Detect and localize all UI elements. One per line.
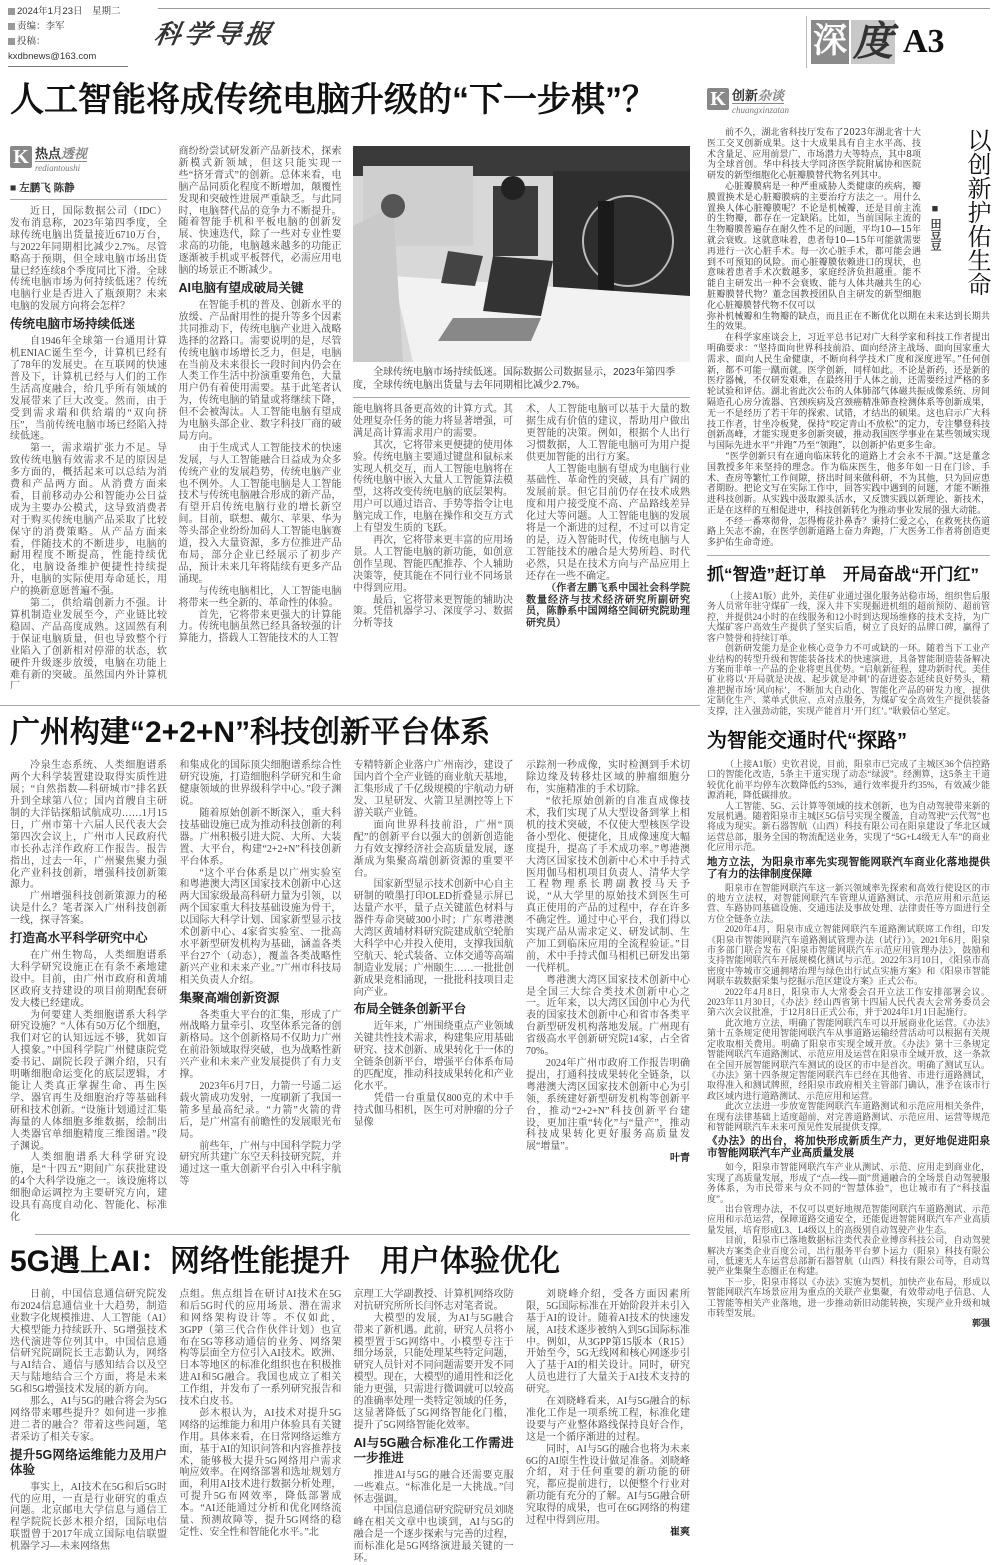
paragraph: 专精特新企业落户广州南沙，建设了国内首个全产业链的商业航天基地，汇集形成了千亿级规模的宇航动力研发、卫星研发、火箭卫星测控等上下游关联产业链。 xyxy=(353,760,514,819)
paragraph: 自1946年全球第一台通用计算机ENIAC诞生至今，计算机已经有了78年的发展史。在互联网的快速普及下，计算机已经与人们的工作生活高度融合，给几乎所有领域的发展带来了巨大改变。然而，由于受到需求端和供给端的“双向挤压”，当前传统电脑市场已经陷入持续低迷。 xyxy=(10,336,167,443)
paragraph: 能电脑将具备更高效的计算方式。其处理复杂任务的能力将显著增强，可满足高计算需求用户的需要。 xyxy=(353,404,513,439)
paragraph: 首先，它将带来更强大的计算能力。传统电脑虽然已经具备较强的计算能力，搭载人工智能技术的人工智 xyxy=(178,609,342,645)
article1-author: ■ 左鹏飞 陈静 xyxy=(10,182,75,194)
paragraph: 日前，中国信息通信研究院发布2024信息通信业十大趋势，制造业数字化规模推进、人工智能（AI）大模型能力持续跃升、5G增强技术迭代演进等位列其中。中国信息通信研究院副院长王志勤认为，网络与AI结合、通信与感知结合以及空天与陆地结合三个方面，将是未来5G和5G增强技术发展的新方向。 xyxy=(10,1288,167,1396)
paragraph: 出台管理办法，不仅可以更好地规范智能网联汽车道路测试、示范应用和示范运营，保障道路交通安全，还能促进智能网联汽车产业高质量发展，培育形成L3、L4级以上的高级别自动驾驶产业生态。 xyxy=(707,1203,990,1235)
paragraph: 再次，它将带来更丰富的应用场景。人工智能电脑的新功能，如创意创作呈现、智能匹配推荐、个人辅助决策等，使其能在不同行业不同场景中得到应用。 xyxy=(353,534,513,594)
article3-col-1 xyxy=(10,1289,167,1553)
article2-body xyxy=(10,760,690,1224)
column-label: 创新 xyxy=(732,88,759,103)
paragraph: （上接A1版）史钦君说，目前，阳泉市已完成了主城区36个信控路口的智能化改造，5条主干道实现了动态“绿波”。经测算，这5条主干道较优化前平均停车次数降低约53%，通行效率提升约35%，有效减少能源消耗，降低碳排放。 xyxy=(707,758,990,801)
article3-col-4 xyxy=(526,1289,690,1539)
article3-title: 5G遇上AI：网络性能提升 用户体验优化 xyxy=(10,1244,561,1278)
page-number: A3 xyxy=(903,23,945,60)
opinion-body-bottom xyxy=(707,312,990,550)
article1-lower-cols xyxy=(353,404,690,630)
paragraph: 彭木根认为，AI技术对提升5G网络的运维能力和用户体验具有关键作用。具体来看，在日常网络运维方面，基于AI的知识问答和内容推荐技术，能够极大提升5G网络用户需求响应效率。在网络部署和选址规划方面，利用AI技术进行数据分析处理，可提升5G布网效率，降低部署成本。“AI还能通过分析和优化网络流量、预测故障等，提升5G网络的稳定性、安全性和智能化水平。”北 xyxy=(179,1407,342,1538)
subheading: AI电脑有望成破局关键 xyxy=(178,280,304,295)
caption-divider xyxy=(353,397,690,398)
paragraph: 刘晓峰介绍，受各方面因素所限，5G国际标准在开始阶段并未引入基于AI的设计。随着AI技术的快速发展，AI技术逐步被纳入到5G国际标准中。例如，从3GPP第15版本（R15）开始至今，5G无线网和核心网逐步引入了基于AI的相关设计。同时，研究人员也进行了大量关于AI技术支持的研究。 xyxy=(525,1288,690,1396)
paragraph: 各类重大平台的汇集，形成了广州战略力量牵引、攻坚体系完备的创新格局。这个创新格局不仅助力广州在前沿领域取得突破，也为战略性新兴产业和未来产业发展提供了有力支撑。 xyxy=(179,1009,342,1081)
byline-signature: 崔爽 xyxy=(669,1527,690,1538)
paragraph: 推进AI与5G的融合还需要克服一些难点。“标准化是一大挑战。”闫怀志强调。 xyxy=(353,1469,514,1505)
brief1-title: 抓“智造”赶订单 开局奋战“开门红” xyxy=(707,565,979,585)
subheading: 打造高水平科学研究中心 xyxy=(10,931,148,946)
article1-photo xyxy=(353,146,690,362)
paragraph: 第一，需求端扩张力不足。导致传统电脑有效需求不足的原因是多方面的，概括起来可以总结为消费和产品两方面。从消费方面来看，目前移动办公和智能办公日益成为主要办公模式，这导致消费者对于购买传统电脑产品采取了比较保守的消费策略。从产品方面来看，伴随技术的不断进步，电脑的耐用程度不断提高，性能持续优化，电脑设备维护便捷性持续提升，电脑的实际使用寿命延长，用户的换新意愿普遍不强。 xyxy=(10,443,167,598)
section-char-1: 深 xyxy=(811,20,849,64)
paragraph: 目前，阳泉市已落地数据标注类代表企业博彦科技公司，自动驾驶解决方案类企业百度公司，出行服务平台萝卜运力（阳泉）科技有限公司，低速无人车运营总部新石器智航（山西）科技有限公司等，自动驾驶产业集聚生态圈正在构建。 xyxy=(707,1235,990,1277)
opinion-title-block xyxy=(928,128,990,296)
laptop-showroom-photo xyxy=(353,146,690,362)
paragraph: “医学创新只有在通向临床转化的道路上才会永不干涸。”这是董念国教授多年来坚持的理念。作为临床医生，他多年如一日在门诊、手术、查房等繁忙工作间隙，挤出时间来做科研，不为其他，只为回应患者期盼。把论文写在实际工作中，回答实践中遇到的问题，才能不断推进科技创新。从实践中汲取源头活水，又反馈实践以新理论、新技术，正是在这样的互相促进中，科技创新转化为推动事业发展的强大动能。 xyxy=(707,451,990,516)
article2-col-1 xyxy=(10,760,167,1224)
column-badge-hotspot xyxy=(10,146,167,176)
paragraph: 人类细胞谱系大科学研究设施，是“十四五”期间广东获批建设的4个大科学设施之一。该设施将以细胞命运调控为主要研究方向，建设具有高度自动化、智能化、标准化 xyxy=(10,1152,167,1223)
paragraph: 示踪剂一秒成像，实时检测到手术切除边缘及转移灶区域的肿瘤细胞分布，实施精准的手术切除。 xyxy=(525,760,690,796)
brief2-body xyxy=(707,759,990,1329)
paragraph: 此次立法进一步放宽智能网联汽车道路测试和示范应用相关条件，在现有法律基础上适度超前，对完善道路测试、示范应用、运营等规范和智能网联汽车未来可预见性发展提供支撑。 xyxy=(707,1101,990,1132)
subheading: 地方立法，为阳泉市率先实现智能网联汽车商业化落地提供了有力的法律制度保障 xyxy=(707,855,990,880)
k-logo-icon: K xyxy=(10,146,32,168)
subheading: 集聚高端创新资源 xyxy=(179,990,280,1005)
paragraph: 在广州生物岛，人类细胞谱系大科学研究设施正在有条不紊地建设中。目前，由广州市政府和黄埔区政府支持建设的项目前期配套研发大楼已经建成。 xyxy=(10,950,167,1009)
author-note: （作者左鹏飞系中国社会科学院数量经济与技术经济研究所副研究员，陈静系中国网络空间研究院助理研究员） xyxy=(526,582,690,630)
paragraph: 由于生成式人工智能技术的快速发展，与人工智能融合日益成为众多传统产业的发展趋势，传统电脑产业也不例外。人工智能电脑是人工智能技术与传统电脑融合形成的新产品，有望开启传统电脑行业的增长新空间。目前，联想、戴尔、苹果、华为等头部企业纷纷加码人工智能电脑赛道，投入大量资源，多方位推进产品布局，部分企业已经展示了初步产品，预计未来几年将陆续有更多产品涌现。 xyxy=(178,442,342,585)
paragraph: 近日，国际数据公司（IDC）发布消息称，2023年第四季度，全球传统电脑出货量接近6710万台，与2022年同期相比减少2.7%。尽管略高于预期，但全球电脑市场出货量已经连续8个季度同比下滑。全球传统电脑市场为何持续低迷？传统电脑行业是否进入了瓶颈期？未来电脑的发展方向将会怎样？ xyxy=(10,206,167,313)
article1-right-block xyxy=(353,146,690,630)
paragraph: 与传统电脑相比，人工智能电脑将带来一些全新的、革命性的体验。 xyxy=(178,585,342,609)
issue-date: 2024年1月23日 星期二 xyxy=(8,4,128,19)
paragraph: 同时，AI与5G的融合也将为未来6G的AI原生性设计做足准备。刘晓峰介绍，对于任何重要的新功能的研究，都应提前进行，以便整个行业对新功能有充分的了解。AI与5G融合研究取得的成果，也可在6G网络的构建过程中得到应用。 xyxy=(525,1443,690,1527)
brief1-body xyxy=(707,591,990,716)
paragraph: （上接A1版）此外，美佳矿业通过强化服务站稳市场，组织售后服务人员常年驻守煤矿一线，深入井下实现掘进机组的超前预防、超前管控，并提供24小时的在线服务和12小时到达现场维修的技术支持，为广大煤矿客户高效生产提供了坚实后盾，树立了良好的品牌口碑，赢得了客户赞誉和持续订单。 xyxy=(707,591,990,643)
byline-signature: 叶青 xyxy=(669,1153,690,1165)
section-divider-1 xyxy=(0,705,700,706)
paragraph: 其次，它将带来更便捷的使用体验。传统电脑主要通过键盘和鼠标来实现人机交互，而人工智能电脑将在传统电脑中嵌入大量人工智能算法模型，这将改变传统电脑的底层架构。用户可以通过语音、手势等指令让电脑完成工作，电脑在操作和交互方式上有望发生质的飞跃。 xyxy=(353,439,513,535)
paragraph: 此次地方立法，明确了智能网联汽车可以开展商业化运营。《办法》第十五条规定使用智能网联汽车从事道路运输经营活动可以根据有关规定收取相关费用。明确了阳泉市实现全域开放。《办法》第十三条规定智能网联汽车道路测试、示范应用及运营在阳泉市全域开放，这一条款在全国开展智能网联汽车测试的设区的市中是首次。明确了测试互认。《办法》第十四条规定智能网联汽车已经在其他省、市进行道路测试，取得准入和测试牌照，经阳泉市政府相关主管部门确认，准予在该市行政区域内进行道路测试、示范应用和运营。 xyxy=(707,1017,990,1101)
subheading: 布局全链条创新平台 xyxy=(353,1002,467,1017)
k-logo-icon: K xyxy=(707,88,729,110)
paper-logo: 科学导报 xyxy=(152,20,278,49)
column-pinyin: rediantoushi xyxy=(35,163,81,173)
column-pinyin: chuangxinzatan xyxy=(732,105,789,115)
paragraph: 心脏瓣膜病是一种严重威胁人类健康的疾病，瓣膜置换术是心脏瓣膜病的主要治疗方法之一。用什么置换人体心脏瓣膜呢？不论是机械瓣，还是目前主流的生物瓣，都存在一定缺陷。比如，当前国际主流的生物瓣膜普遍存在耐久性不足的问题，平均10—15年就会衰败。这就意味着，患者每10—15年可能就需要再进行一次心脏手术。每一次心脏手术，都可能会遇到不可预知的风险。而心脏瓣膜依赖进口的现状，也意味着患者手术次数越多，家庭经济负担越重。能不能自主研发出一种不会衰败、能与人体共融共生的心脏瓣膜替代物？董念国教授团队自主研发的新型细胞化心脏瓣膜替代物不仅可以 xyxy=(707,181,921,311)
article1-col-1 xyxy=(10,206,167,693)
paragraph: 为何要建人类细胞谱系大科学研究设施？“人体有50万亿个细胞，我们对它的认知远远不够，犹如盲人摸象。”中国科学院广州健康院党委书记、副院长段子渊介绍，只有明晰细胞命运变化的底层逻辑，才能让人类真正掌握生命、再生医学、器官再生及细胞治疗等基础科研和技术创新。“设施计划通过汇集海量的人体细胞多维数据，绘制出人类器官单细胞精度三维图谱。”段子渊说。 xyxy=(10,1009,167,1152)
paragraph: 随着原始创新不断深入，重大科技基础设施已成为推动科技创新的利器。广州积极引进大院、大所、大装置、大平台，构建“2+2+N”科技创新平台体系。 xyxy=(179,807,342,867)
top-divider xyxy=(158,8,990,9)
article1-body xyxy=(10,146,690,693)
paragraph: 冷泉生态系统、人类细胞谱系两个大科学装置建设取得实质性进展；“自然指数—科研城市”排名跃升到全球第八位；国内首艘自主研制的大洋钻探船试航成功……1月15日，广州市第十六届人民代表大会第四次会议上，广州市人民政府代市长孙志洋作政府工作报告。报告指出，过去一年，广州聚焦聚力强化产业科技创新，增强科技创新策源力。 xyxy=(10,760,167,891)
article2-title: 广州构建“2+2+N”科技创新平台体系 xyxy=(10,716,491,750)
paragraph: 2020年4月，阳泉市成立智能网联汽车道路测试联席工作组，印发《阳泉市智能网联汽车道路测试管理办法（试行）》。2021年6月，阳泉市多部门联合发布《阳泉市智能网联汽车示范应用管理办法》，鼓励和支持智能网联汽车开展规模化测试与示范。2022年3月10日，《阳泉市高密度中等城市交通拥堵治理与绿色出行试点实施方案》和《阳泉市智能网联车载数据采集与挖掘示范区建设方案》正式公布。 xyxy=(707,924,990,987)
paragraph: 人工智能电脑有望成为电脑行业基础性、革命性的突破，具有广阔的发展前景。但它目前仍存在技术成熟度和用户接受度不高、产品路线差异化过大等问题。人工智能电脑的发展将是一个渐进的过程，不过可以肯定的是，迈入智能时代，传统电脑与人工智能技术的融合是大势所趋、时代必然，只是在技术方向与产品应用上还存在一些不确定。 xyxy=(526,463,690,582)
section-badge xyxy=(806,16,945,68)
section-divider-2 xyxy=(35,1234,690,1235)
paragraph: 在智能手机的普及、创新水平的放缓、产品耐用性的提升等多个因素共同推动下，传统电脑产业进入战略选择的岔路口。需要说明的是，尽管传统电脑市场增长乏力，但是，电脑在当前及未来很长一段时间内仍会在人类工作生活中扮演重要角色，大量用户仍有着使用需要。基于此笔者认为，传统电脑的销量或将继续下降，但不会被淘汰。人工智能电脑有望成为电脑头部企业、数字科技厂商的破局方向。 xyxy=(178,299,342,442)
paragraph: 2022年4月8日，阳泉市人大常委会召开立法工作安排部署会议。2023年11月30日，《办法》经山西省第十四届人民代表大会常务委员会第六次会议批准，于12月8日正式公布，并于2024年1月1日起施行。 xyxy=(707,986,990,1018)
subheading: AI与5G融合标准化工作需进一步推进 xyxy=(353,1435,514,1465)
opinion-author: ■ 田豆豆 xyxy=(929,203,941,252)
paragraph: 粤港澳大湾区国家技术创新中心是全国三大综合类技术创新中心之一。近年来，以大湾区国创中心为代表的国家技术创新中心和省市各类平台新型研发机构落地发展。广州现有省级高水平创新研究院14家，占全省70%。 xyxy=(525,974,690,1058)
editor-credit: 责编：李军 xyxy=(8,19,128,34)
paragraph: 如今，阳泉市智能网联汽车产业从测试、示范、应用走到商业化，实现了高质量发展，形成了“点—线—面”贯通融合的全场景自动驾驶服务体系，为市民带来与众不同的“智慧体验”，也让城市有了“科技温度”。 xyxy=(707,1162,990,1204)
contribute-email: 投稿：kxdbnews@163.com xyxy=(8,34,128,64)
column-badge-innovation xyxy=(707,88,990,118)
paragraph: 人工智能、5G、云计算等领域的技术创新，也为自动驾驶带来新的发展机遇。随着阳泉市主城区5G信号实现全覆盖，自动驾驶“云代驾”也将成为现实。新石器智航（山西）科技有限公司在阳泉建设了华北区域运营总部，服务全国的物流配送业务，实现了“5G+L4级无人车”的商业化应用示范。 xyxy=(707,800,990,853)
paragraph: 大模型的发展，为AI与5G融合带来了新机遇。此前，研究人员将小模型置于5G网络中。小模型专注于细分场景，只能处理某些特定问题，研究人员针对不同问题需要开发不同模型。现在，大模型的通用性和泛化能力更强，只需进行微调就可以较高的准确率处理一类特定领域的任务，这显著降低了5G网络智能化门槛，提升了5G网络智能化效率。 xyxy=(353,1312,514,1431)
paragraph: 弥补机械瓣和生物瓣的缺点，而且正在不断优化以期在未来达到长期共生的效果。 xyxy=(707,311,990,333)
section-divider-right xyxy=(707,555,990,556)
paragraph: 中国信息通信研究院研究员刘晓峰在相关文章中也谈到，AI与5G的融合是一个逐步探索与完善的过程，而标准化是5G网络演进最关键的一环。 xyxy=(353,1505,514,1565)
subheading: 提升5G网络运维能力及用户体验 xyxy=(10,1447,167,1477)
subheading: 《办法》的出台，将加快形成新质生产力，更好地促进阳泉市智能网联汽车产业高质量发展 xyxy=(707,1135,990,1160)
article3-col-2 xyxy=(179,1289,341,1539)
author-divider xyxy=(10,199,167,200)
paragraph: “这个平台体系是以广州实验室和粤港澳大湾区国家技术创新中心这两大国家级最高科研力量为引领，以两个国家重大科技基础设施为骨干，以国际大科学计划、国家新型显示技术创新中心、4家省实验室、一批高水平新型研发机构为基础，涵盖各类平台27个（动态），覆盖各类战略性新兴产业和未来产业。”广州市科技局相关负责人介绍。 xyxy=(179,867,342,986)
paragraph: 广州增强科技创新策源力的秘诀是什么？笔者深入广州科技创新一线，探寻答案。 xyxy=(10,891,167,927)
article1-col-1-wrap xyxy=(10,146,167,693)
paragraph: 术，人工智能电脑可以基于大量的数据生成有价值的建议，帮助用户做出更智能的决策。例如，根据个人出行习惯数据，人工智能电脑可为用户提供更加智能的出行方案。 xyxy=(526,404,690,463)
section-char-2: 度 xyxy=(853,19,893,64)
paragraph: 和集成化的国际顶尖细胞谱系综合性研究设施，打造细胞科学研究和生命健康领域的世界级科学中心。”段子渊说。 xyxy=(179,760,342,808)
paragraph: 创新研发能力是企业核心竞争力不可或缺的一环。随着当下工业产业结构的转型升级和智能装备技术的快速演进，具备智能制造装备解决方案而非单一产品的企业将更具优势。“启航新征程，建功新时代。美佳矿业将以‘开局就是决战、起步就是冲刺’的奋进姿态延续良好势头，精准把握市场‘风向标’，不断加大自动化、智能化产品的研发力度，提供定制化生产、菜单式供应、点对点服务，为煤矿安全高效生产提供装备支撑，注入强劲动能，实现产能首月‘开门红’。”耿毅信心坚定。 xyxy=(707,643,990,716)
opinion-body-top xyxy=(707,128,921,312)
paragraph: 面向世界科技前沿，广州“顶配”的创新平台以强大的创新创造能力有效支撑经济社会高质量发展，逐渐成为集聚高端创新资源的重要平台。 xyxy=(353,819,514,879)
photo-caption: 全球传统电脑市场持续低迷。国际数据公司数据显示，2023年第四季度，全球传统电脑出货量与去年同期相比减少2.7%。 xyxy=(353,367,676,391)
right-column xyxy=(707,88,990,1329)
paragraph: 点组。焦点组旨在研讨AI技术在5G和后5G时代的应用场景、潜在需求和网络架构设计等。不仅如此，3GPP（第三代合作伙伴计划）也宣布在5G等移动通信的业务、网络架构等层面全方位引入AI技术。欧洲、日本等地区的标准化组织也在积极推进AI和5G融合。我国也成立了相关工作组，并发布了一系列研究报告和技术白皮书。 xyxy=(179,1288,342,1408)
column-label: 热点 xyxy=(35,146,62,161)
paragraph: 那么，AI与5G的融合将会为5G网络带来哪些提升？如何进一步推进二者的融合？带着这些问题，笔者采访了相关专家。 xyxy=(10,1396,167,1443)
paragraph: 商纷纷尝试研发新产品新技术，探索新模式新领域，但这只能实现一些“挤牙膏式”的创新。总体来看，电脑产品同质化程度不断增加，颠覆性发现和突破性进展严重缺乏。与此同时，电脑替代品的竞争力不断提升。随着智能手机和平板电脑的创新发展、快速迭代，除了一些对专业性要求高的功能，电脑越来越多的功能正逐渐被手机或平板替代，必需应用电脑的场景正不断减少。 xyxy=(178,146,342,277)
paragraph: 近年来，广州围绕重点产业领域关键共性技术需求，构建集应用基础研究、技术创新、成果转化于一体的全链条创新平台，增强平台体系布局的匹配度，推动科技成果转化和产业化水平。 xyxy=(353,1021,514,1092)
paragraph: 最后，它将带来更智能的辅助决策。凭借机器学习、深度学习、数据分析等技 xyxy=(353,594,513,630)
paragraph: 第二，供给端创新力不强。计算机制造业发展至今，产业链比较稳固、产品高度成熟。这固然有利于保证电脑质量，但也导致整个行业陷入了创新相对停滞的状态，软硬件升级逐步放缓，电脑在功能上难有新的突破。虽然国内外计算机厂 xyxy=(10,598,167,693)
paragraph: 不经一番寒彻骨，怎得梅花扑鼻香？秉持仁爱之心，在救死扶伤道路上矢志不渝，在医学创新道路上奋力奔跑，广大医务工作者将创造更多护佑生命奇迹。 xyxy=(707,516,990,549)
article2-col-4 xyxy=(526,760,690,1165)
paragraph: 在刘晓峰看来，AI与5G融合的标准化工作是一项系统工程，标准化建设要与产业整体路线保持良好合作，这是一个循序渐进的过程。 xyxy=(525,1396,690,1443)
article3-col-3 xyxy=(354,1289,514,1565)
paragraph: 前些年，广州与中国科学院力学研究所共建广东空天科技研究院，并通过这一重大创新平台引入中科宇航等 xyxy=(179,1140,342,1188)
paragraph: 事实上，AI技术在5G和后5G时代的应用，一直是行业研究的重点问题。北京邮电大学信息与通信工程学院院长彭木根介绍，国际电信联盟曾于2017年成立国际电信联盟机器学习—未来网络焦 xyxy=(10,1481,167,1553)
opinion-title: 以创新护佑生命 xyxy=(963,128,990,296)
subheading: 传统电脑市场持续低迷 xyxy=(10,317,136,332)
article1-col-2 xyxy=(179,146,342,645)
brief2-title: 为智能交通时代“探路” xyxy=(707,729,907,752)
paragraph: 凭借一台重量仅800克的术中手持式伽马相机，医生可对肿瘤的分子显像 xyxy=(353,1092,514,1128)
paragraph: 前不久，湖北省科技厅发布了2023年湖北省十大医工交叉创新成果。这十大成果具有自主水平高、技术含量足、应用前景广、市场潜力大等特点，其中8项为全球首创。华中科技大学同济医学院附属协和医院研发的新型细胞化心脏瓣膜替代物名列其中。 xyxy=(707,128,921,182)
article1-col-3 xyxy=(353,404,513,630)
masthead-meta xyxy=(8,4,128,67)
article3-body xyxy=(10,1289,690,1565)
byline-signature: 郭强 xyxy=(971,1318,990,1329)
paragraph: 下一步，阳泉市将以《办法》实施为契机，加快产业布局，形成以智能网联汽车场景应用为重点的关联产业集聚，有效带动电子信息、人工智能等相关产业落地，进一步推动新旧动能转换，实现产业升级和城市转型发展。 xyxy=(707,1276,990,1319)
paragraph: 阳泉市在智能网联汽车这一新兴领域率先探索和高效行使设区的市的地方立法权，对智能网联汽车管理从道路测试、示范应用和示范运营、车路协同基础设施、交通违法及事故处理、法律责任等方面进行全方位全链条立法。 xyxy=(707,882,990,924)
paragraph: 国家新型显示技术创新中心自主研制的喷墨打印OLED折叠显示屏已达量产水平，量子点关键蓝色材料与器件寿命突破300小时；广东粤港澳大湾区黄埔材料研究院建成航空轮胎大科学中心并投入使用，支撑我国航空航天、轮式装备、立体交通等高端制造业发展；广州颐生……一批批创新成果竞相涌现，一批批科技项目走向产业。 xyxy=(353,879,514,998)
paragraph: 在科学家座谈会上，习近平总书记对广大科学家和科技工作者提出明确要求：“坚持面向世界科技前沿、面向经济主战场、面向国家重大需求、面向人民生命健康，不断向科学技术广度和深度进军。”任何创新，都不可能一蹴而就。医学创新，同样如此。不论是新药，还是新的医疗器械，不仅研发艰难，在最终用于人体之前，还需要经过严格的多轮试验和评估。湖北省此次公布的人体肺部气体磁共振成像系统、房间隔造孔心房分流器、宫颈疾病及宫颈癌精准筛查检测体系等创新成果，无一不是经历了若干年的探索、试错，才结出的硕果。这也启示广大科技工作者，甘坐冷板凳，保持“咬定青山不放松”的定力，专注攀登科技创新高峰，才能实现更多创新突破，推动我国医学事业在某些领域实现与国际先进水平“并跑”乃至“领跑”，以创新护佑更多生命。 xyxy=(707,333,990,452)
article2-col-2 xyxy=(179,760,341,1188)
article1-title: 人工智能将成传统电脑升级的“下一步棋”？ xyxy=(10,81,656,119)
paragraph: 京理工大学副教授、计算机网络攻防对抗研究所所长闫怀志对笔者说。 xyxy=(353,1288,514,1312)
paragraph: 2024年广州市政府工作报告明确提出，打通科技成果转化全链条，以粤港澳大湾区国家技术创新中心为引领，系统建好新型研发机构等创新平台，推动“2+2+N”科技创新平台建设，更加注重“转化”与“量产”，推动科技成果转化更好服务高质量发展“增量”。 xyxy=(525,1058,690,1153)
column-label-light: 杂谈 xyxy=(758,88,785,103)
main-articles xyxy=(10,78,690,1565)
column-label-light: 透视 xyxy=(61,146,88,161)
article1-col-4 xyxy=(526,404,690,630)
paragraph: “依托原始创新的自准直成像技术，我们实现了从大型设备到掌上相机的技术突破，不仅使大型核医学设备小型化、便捷化，且成像速度大幅度提升，提高了手术成功率。”粤港澳大湾区国家技术创新中心术中手持式医用伽马相机项目负责人、清华大学工程物理系长聘副教授马天予说，“从大学里的原始技术到医生可真正使用的产品的过程中，存在许多不确定性。通过中心平台，我们得以实现产品从需求定义、研发试制、生产加工到临床应用的全流程验证。”目前，术中手持式伽马相机已研发出第一代样机。 xyxy=(525,796,690,974)
paragraph: 2023年6月7日，力箭一号遥二运载火箭成功发射，一度刷新了我国一箭多星最高纪录。“力箭”火箭的背后，是广州富有前瞻性的发展眼光布局。 xyxy=(179,1081,342,1140)
article2-col-3 xyxy=(354,760,514,1128)
opinion-top xyxy=(707,128,990,312)
